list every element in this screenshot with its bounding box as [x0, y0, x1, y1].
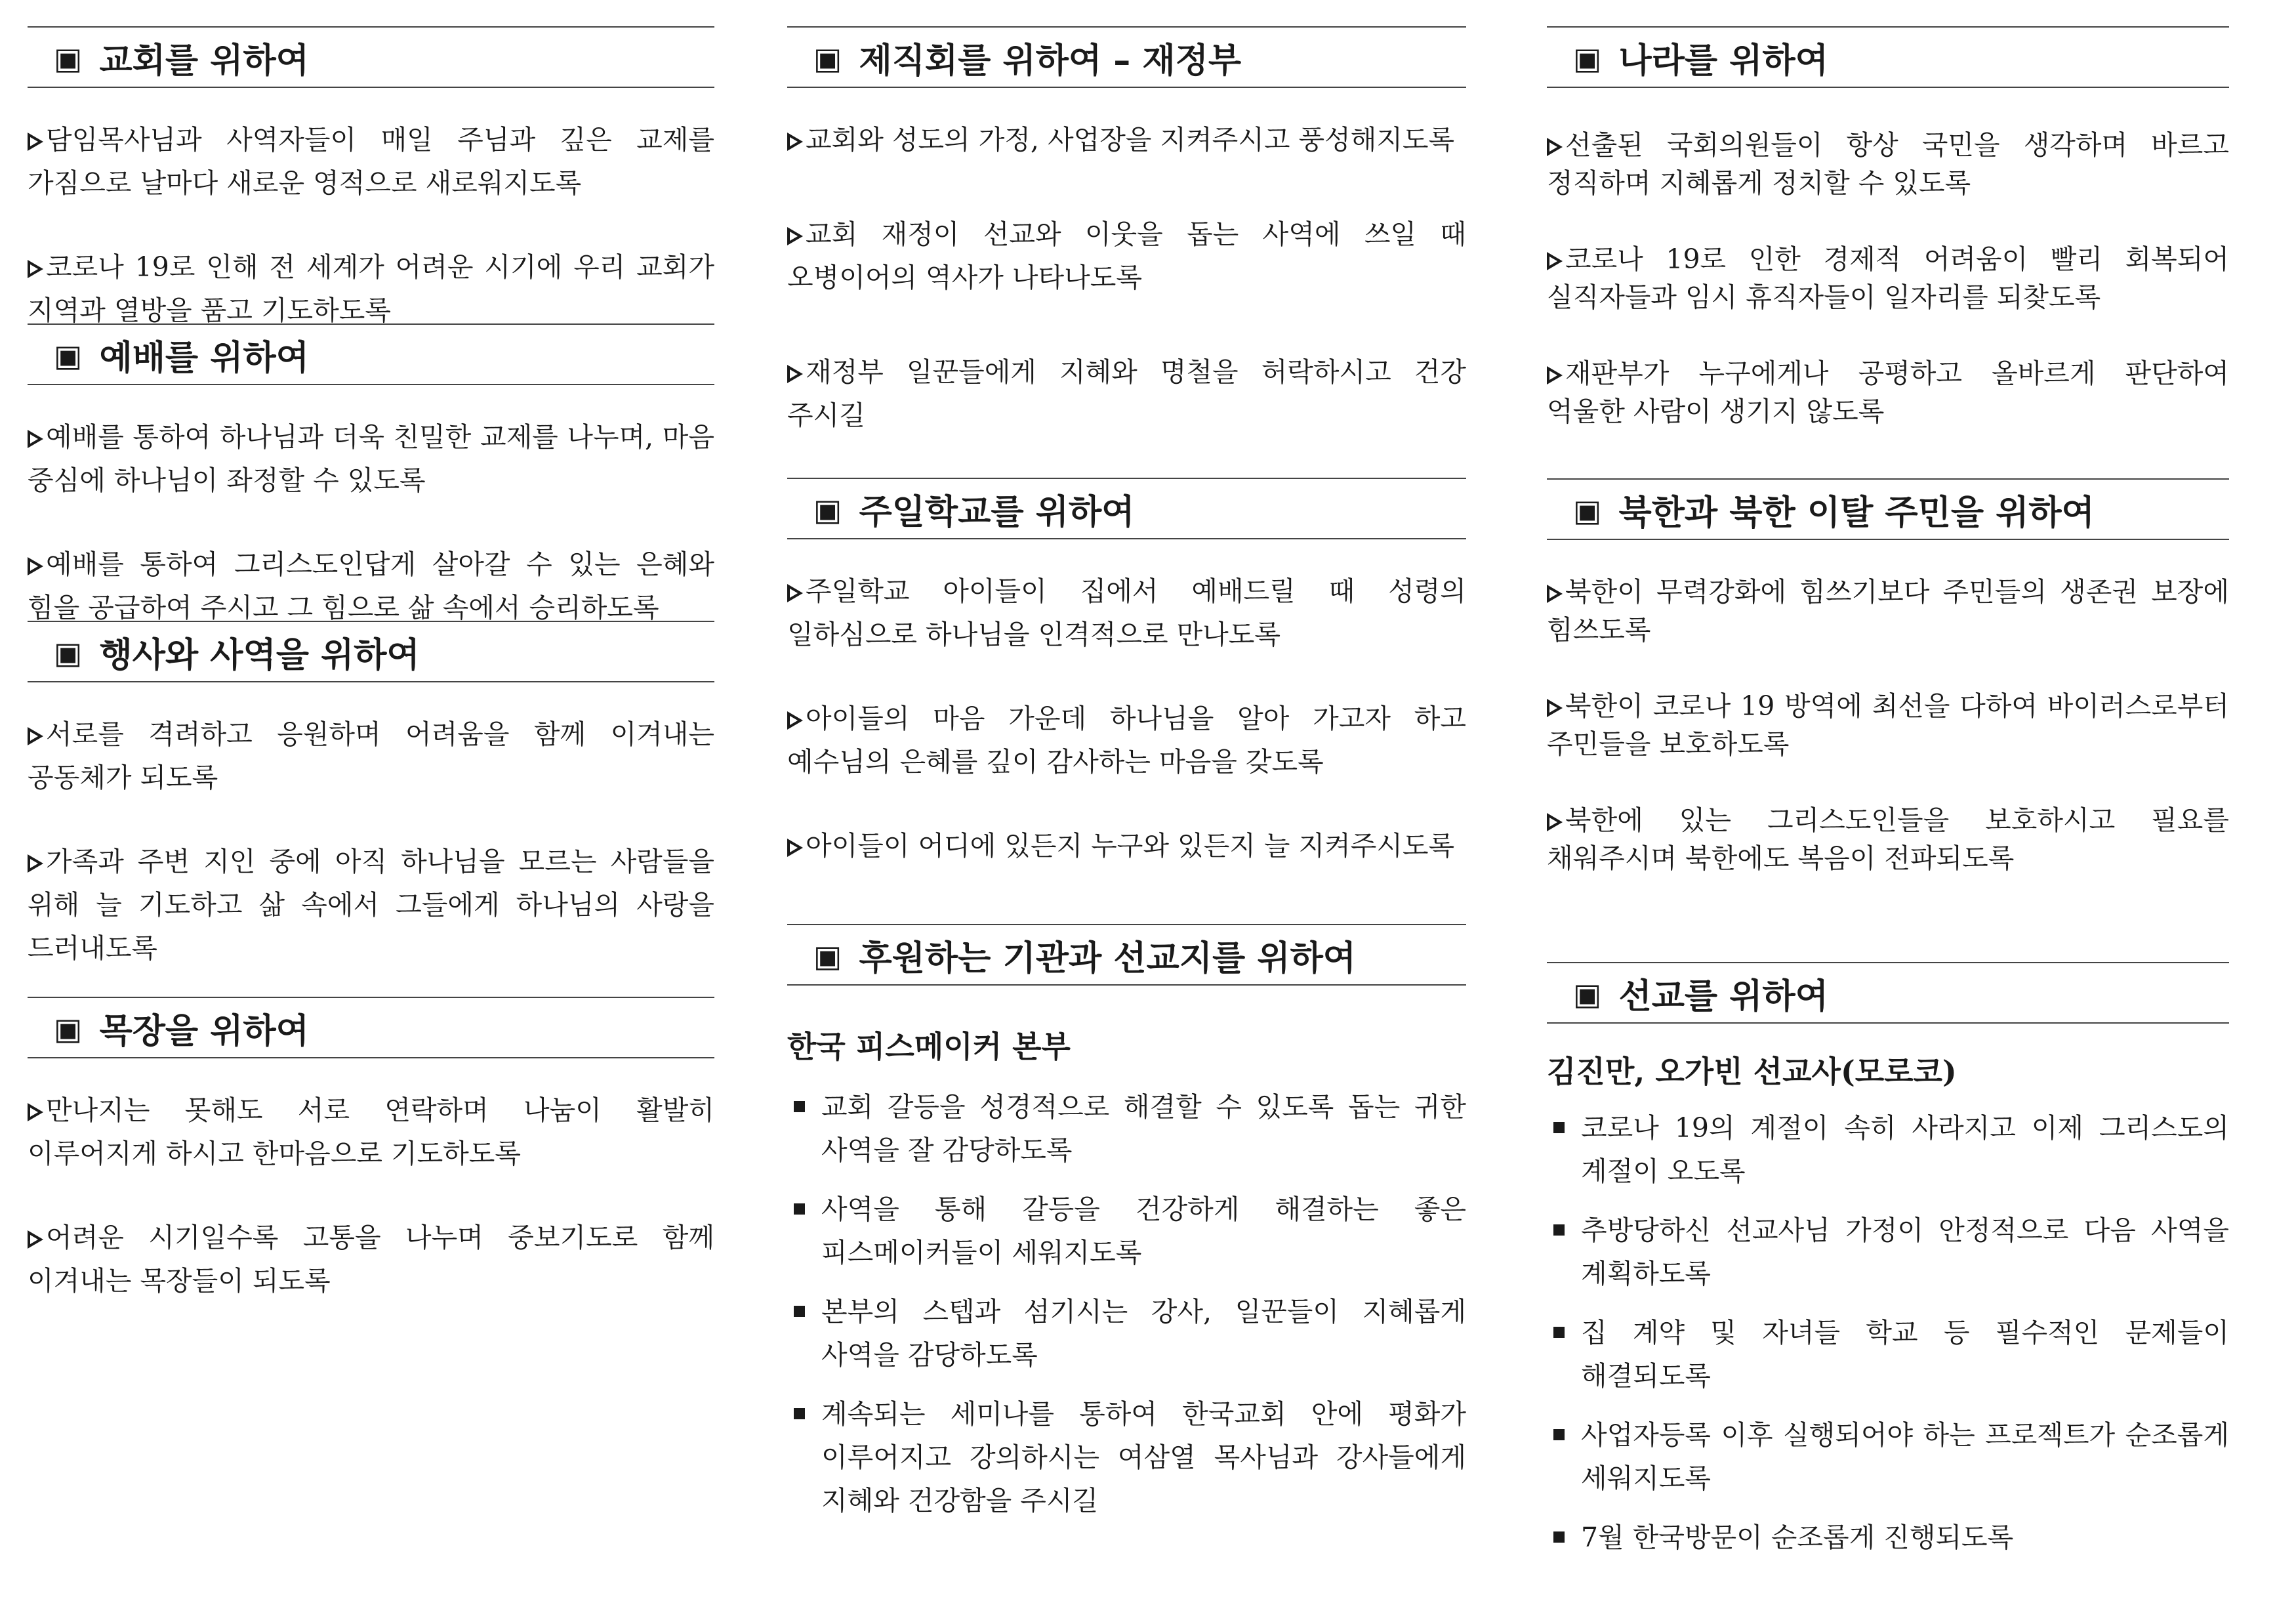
square-marker-icon: ▣: [813, 41, 842, 76]
section-heading: [787, 924, 1466, 986]
square-bullet-icon: [1553, 1531, 1565, 1543]
prayer-item: 아이들의 마음 가운데 하나님을 알아 가고자 하고 예수님의 은혜를 깊이 감사하는 마음을 갖도록: [787, 703, 1466, 778]
triangle-bullet-icon: [28, 854, 43, 873]
prayer-item: 예배를 통하여 그리스도인답게 살아갈 수 있는 은혜와 힘을 공급하여 주시고 그 힘으로 삶 속에서 승리하도록: [28, 549, 714, 623]
section-title: 교회를 위하여: [99, 41, 309, 81]
list-item: 계속되는 세미나를 통하여 한국교회 안에 평화가 이루어지고 강의하시는 여삼열 목사님과 강사들에게 지혜와 건강함을 주시길: [787, 1392, 1466, 1522]
square-marker-icon: ▣: [813, 492, 842, 528]
triangle-bullet-icon: [1547, 366, 1563, 385]
triangle-bullet-icon: [787, 839, 803, 857]
prayer-item: 재정부 일꾼들에게 지혜와 명철을 허락하시고 건강 주시길: [787, 356, 1466, 431]
prayer-list: [28, 682, 714, 997]
square-marker-icon: ▣: [54, 41, 83, 76]
section-title: 주일학교를 위하여: [859, 492, 1135, 532]
organization-name: 한국 피스메이커 본부: [787, 1029, 1071, 1064]
prayer-item: 가족과 주변 지인 중에 아직 하나님을 모르는 사람들을 위해 늘 기도하고 삶 속에서 그들에게 하나님의 사랑을 드러내도록: [28, 846, 714, 964]
column-2: [787, 26, 1466, 1538]
section-heading: [1547, 478, 2229, 540]
triangle-bullet-icon: [787, 227, 803, 245]
section-heading: [28, 997, 714, 1058]
prayer-item: 주일학교 아이들이 집에서 예배드릴 때 성령의 일하심으로 하나님을 인격적으로 만나도록: [787, 575, 1466, 650]
triangle-bullet-icon: [787, 133, 803, 151]
bullet-list: [787, 1085, 1466, 1522]
triangle-bullet-icon: [28, 430, 43, 448]
square-bullet-icon: [794, 1203, 805, 1215]
list-item: 사역을 통해 갈등을 건강하게 해결하는 좋은 피스메이커들이 세워지도록: [787, 1188, 1466, 1274]
section-heading: [787, 26, 1466, 88]
column-1: [28, 26, 714, 1343]
section-title: 선교를 위하여: [1618, 976, 1828, 1016]
triangle-bullet-icon: [28, 727, 43, 745]
prayer-list: [28, 1058, 714, 1302]
prayer-item: 북한에 있는 그리스도인들을 보호하시고 필요를 채워주시며 북한에도 복음이 전파되도록: [1547, 804, 2229, 874]
triangle-bullet-icon: [28, 1230, 43, 1249]
triangle-bullet-icon: [1547, 699, 1563, 717]
list-item: 집 계약 및 자녀들 학교 등 필수적인 문제들이 해결되도록: [1547, 1311, 2229, 1398]
square-marker-icon: ▣: [54, 338, 83, 373]
square-marker-icon: ▣: [54, 635, 83, 671]
square-bullet-icon: [794, 1306, 805, 1317]
triangle-bullet-icon: [1547, 138, 1563, 156]
prayer-item: 선출된 국회의원들이 항상 국민을 생각하며 바르고 정직하며 지혜롭게 정치할 수 있도록: [1547, 129, 2229, 199]
prayer-item: 교회와 성도의 가정, 사업장을 지켜주시고 풍성해지도록: [787, 118, 1466, 161]
bullet-list: [1547, 1106, 2229, 1559]
list-item: 코로나 19의 계절이 속히 사라지고 이제 그리스도의 계절이 오도록: [1547, 1106, 2229, 1193]
section-heading: [28, 323, 714, 385]
triangle-bullet-icon: [787, 365, 803, 383]
section-title: 행사와 사역을 위하여: [99, 635, 420, 675]
prayer-item: 아이들이 어디에 있든지 누구와 있든지 늘 지켜주시도록: [787, 824, 1466, 867]
section-title: 예배를 위하여: [99, 338, 309, 378]
list-item: 교회 갈등을 성경적으로 해결할 수 있도록 돕는 귀한 사역을 잘 감당하도록: [787, 1085, 1466, 1172]
missionary-name: 김진만, 오가빈 선교사(모로코): [1547, 1054, 1957, 1089]
triangle-bullet-icon: [28, 260, 43, 278]
mission-list: [787, 986, 1466, 1522]
prayer-list: [1547, 540, 2229, 962]
section-heading: [787, 478, 1466, 539]
square-marker-icon: ▣: [54, 1011, 83, 1047]
column-3: [1547, 26, 2229, 1575]
list-item: 본부의 스텝과 섬기시는 강사, 일꾼들이 지혜롭게 사역을 감당하도록: [787, 1290, 1466, 1377]
prayer-list: [787, 88, 1466, 478]
list-item: 사업자등록 이후 실행되어야 하는 프로젝트가 순조롭게 세워지도록: [1547, 1413, 2229, 1500]
mission-list: [1547, 1024, 2229, 1559]
section-title: 북한과 북한 이탈 주민을 위하여: [1618, 493, 2095, 533]
section-title: 나라를 위하여: [1618, 41, 1828, 81]
section-heading: [1547, 26, 2229, 88]
section-title: 목장을 위하여: [99, 1011, 309, 1051]
square-bullet-icon: [1553, 1327, 1565, 1338]
square-bullet-icon: [1553, 1429, 1565, 1440]
square-marker-icon: ▣: [813, 938, 842, 974]
prayer-item: 북한이 코로나 19 방역에 최선을 다하여 바이러스로부터 주민들을 보호하도록: [1547, 690, 2229, 760]
square-bullet-icon: [794, 1101, 805, 1112]
prayer-list: [1547, 88, 2229, 478]
prayer-item: 재판부가 누구에게나 공평하고 올바르게 판단하여 억울한 사람이 생기지 않도록: [1547, 358, 2229, 427]
triangle-bullet-icon: [787, 584, 803, 602]
prayer-list: [28, 385, 714, 621]
prayer-item: 서로를 격려하고 응원하며 어려움을 함께 이겨내는 공동체가 되도록: [28, 718, 714, 793]
square-bullet-icon: [1553, 1122, 1565, 1133]
prayer-list: [28, 88, 714, 326]
prayer-item: 예배를 통하여 하나님과 더욱 친밀한 교제를 나누며, 마음 중심에 하나님이 좌정할 수 있도록: [28, 421, 714, 496]
section-heading: [28, 621, 714, 682]
section-title: 제직회를 위하여 – 재정부: [859, 41, 1242, 81]
square-bullet-icon: [794, 1408, 805, 1419]
prayer-item: 코로나 19로 인한 경제적 어려움이 빨리 회복되어 실직자들과 임시 휴직자들이 일자리를 되찾도록: [1547, 243, 2229, 313]
triangle-bullet-icon: [28, 557, 43, 575]
section-title: 후원하는 기관과 선교지를 위하여: [859, 938, 1357, 978]
section-heading: [1547, 962, 2229, 1024]
prayer-item: 만나지는 못해도 서로 연락하며 나눔이 활발히 이루어지게 하시고 한마음으로 기도하도록: [28, 1094, 714, 1169]
section-heading: [28, 26, 714, 88]
prayer-item: 담임목사님과 사역자들이 매일 주님과 깊은 교제를 가짐으로 날마다 새로운 영적으로 새로워지도록: [28, 124, 714, 199]
triangle-bullet-icon: [787, 711, 803, 730]
prayer-item: 교회 재정이 선교와 이웃을 돕는 사역에 쓰일 때 오병이어의 역사가 나타나도록: [787, 219, 1466, 293]
triangle-bullet-icon: [28, 1103, 43, 1121]
square-marker-icon: ▣: [1573, 41, 1602, 76]
prayer-item: 어려운 시기일수록 고통을 나누며 중보기도로 함께 이겨내는 목장들이 되도록: [28, 1222, 714, 1297]
list-item: 추방당하신 선교사님 가정이 안정적으로 다음 사역을 계획하도록: [1547, 1209, 2229, 1295]
list-item: 7월 한국방문이 순조롭게 진행되도록: [1547, 1516, 2229, 1559]
square-marker-icon: ▣: [1573, 493, 1602, 528]
square-marker-icon: ▣: [1573, 976, 1602, 1012]
prayer-list: [787, 539, 1466, 924]
triangle-bullet-icon: [1547, 813, 1563, 831]
triangle-bullet-icon: [1547, 585, 1563, 603]
triangle-bullet-icon: [28, 133, 43, 151]
prayer-item: 코로나 19로 인해 전 세계가 어려운 시기에 우리 교회가 지역과 열방을 품고 기도하도록: [28, 251, 714, 326]
prayer-item: 북한이 무력강화에 힘쓰기보다 주민들의 생존권 보장에 힘쓰도록: [1547, 576, 2229, 646]
square-bullet-icon: [1553, 1224, 1565, 1236]
triangle-bullet-icon: [1547, 252, 1563, 270]
